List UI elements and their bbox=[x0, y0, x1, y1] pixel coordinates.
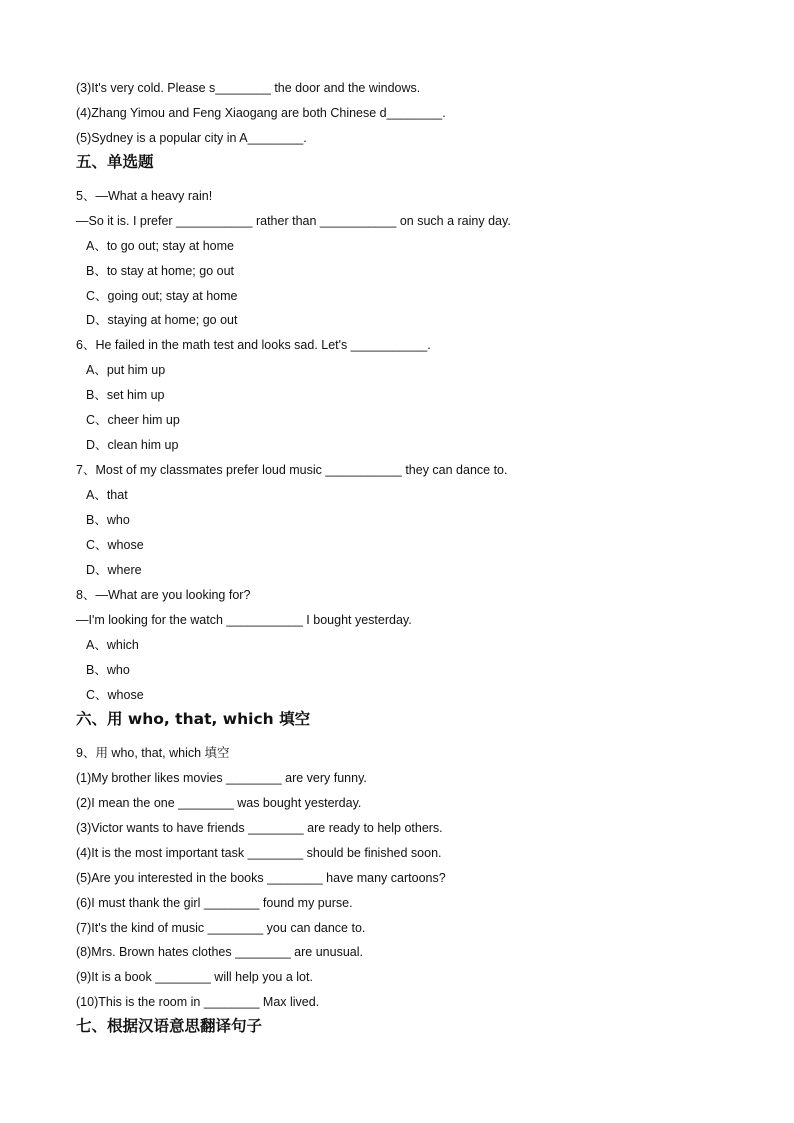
q9-item-2: (2)I mean the one ________ was bought yesterday. bbox=[76, 796, 362, 810]
q9-item-10: (10)This is the room in ________ Max lived. bbox=[76, 995, 320, 1009]
q9-item-7: (7)It's the kind of music ________ you can dance to. bbox=[76, 921, 366, 935]
question-5-option-b[interactable]: B、to stay at home; go out bbox=[86, 264, 234, 278]
question-6-option-c[interactable]: C、cheer him up bbox=[86, 413, 180, 427]
question-7-stem: 7、Most of my classmates prefer loud music ___________ they can dance to. bbox=[76, 463, 508, 477]
question-6-stem: 6、He failed in the math test and looks sad. Let's ___________. bbox=[76, 338, 431, 352]
fill-item-5: (5)Sydney is a popular city in A________. bbox=[76, 131, 307, 145]
question-8-stem-reply: —I'm looking for the watch ___________ I bought yesterday. bbox=[76, 613, 412, 627]
question-8-option-c[interactable]: C、whose bbox=[86, 688, 144, 702]
question-5-option-d[interactable]: D、staying at home; go out bbox=[86, 313, 238, 327]
question-5-option-c[interactable]: C、going out; stay at home bbox=[86, 289, 238, 303]
question-6-option-b[interactable]: B、set him up bbox=[86, 388, 165, 402]
question-6-option-a[interactable]: A、put him up bbox=[86, 363, 166, 377]
question-5-stem: 5、—What a heavy rain! bbox=[76, 189, 213, 203]
fill-item-3: (3)It's very cold. Please s________ the door and the windows. bbox=[76, 81, 421, 95]
q9-item-1: (1)My brother likes movies ________ are very funny. bbox=[76, 771, 367, 785]
section-7-heading: 七、根据汉语意思翻译句子 bbox=[76, 1017, 263, 1035]
question-5-option-a[interactable]: A、to go out; stay at home bbox=[86, 239, 234, 253]
question-8-stem: 8、—What are you looking for? bbox=[76, 588, 251, 602]
q9-item-9: (9)It is a book ________ will help you a lot. bbox=[76, 970, 313, 984]
q9-item-5: (5)Are you interested in the books ________ have many cartoons? bbox=[76, 871, 446, 885]
question-8-option-a[interactable]: A、which bbox=[86, 638, 139, 652]
q9-item-4: (4)It is the most important task ________ should be finished soon. bbox=[76, 846, 442, 860]
question-7-option-c[interactable]: C、whose bbox=[86, 538, 144, 552]
question-9-title: 9、用 who, that, which 填空 bbox=[76, 746, 230, 760]
question-7-option-b[interactable]: B、who bbox=[86, 513, 130, 527]
section-6-heading: 六、用 who, that, which 填空 bbox=[76, 710, 311, 728]
q9-item-6: (6)I must thank the girl ________ found my purse. bbox=[76, 896, 353, 910]
q9-item-8: (8)Mrs. Brown hates clothes ________ are unusual. bbox=[76, 945, 363, 959]
question-5-stem-reply: —So it is. I prefer ___________ rather than ___________ on such a rainy day. bbox=[76, 214, 511, 228]
question-6-option-d[interactable]: D、clean him up bbox=[86, 438, 179, 452]
q9-item-3: (3)Victor wants to have friends ________ are ready to help others. bbox=[76, 821, 443, 835]
question-8-option-b[interactable]: B、who bbox=[86, 663, 130, 677]
question-7-option-a[interactable]: A、that bbox=[86, 488, 128, 502]
fill-item-4: (4)Zhang Yimou and Feng Xiaogang are both Chinese d________. bbox=[76, 106, 446, 120]
question-7-option-d[interactable]: D、where bbox=[86, 563, 142, 577]
section-5-heading: 五、单选题 bbox=[76, 153, 154, 171]
